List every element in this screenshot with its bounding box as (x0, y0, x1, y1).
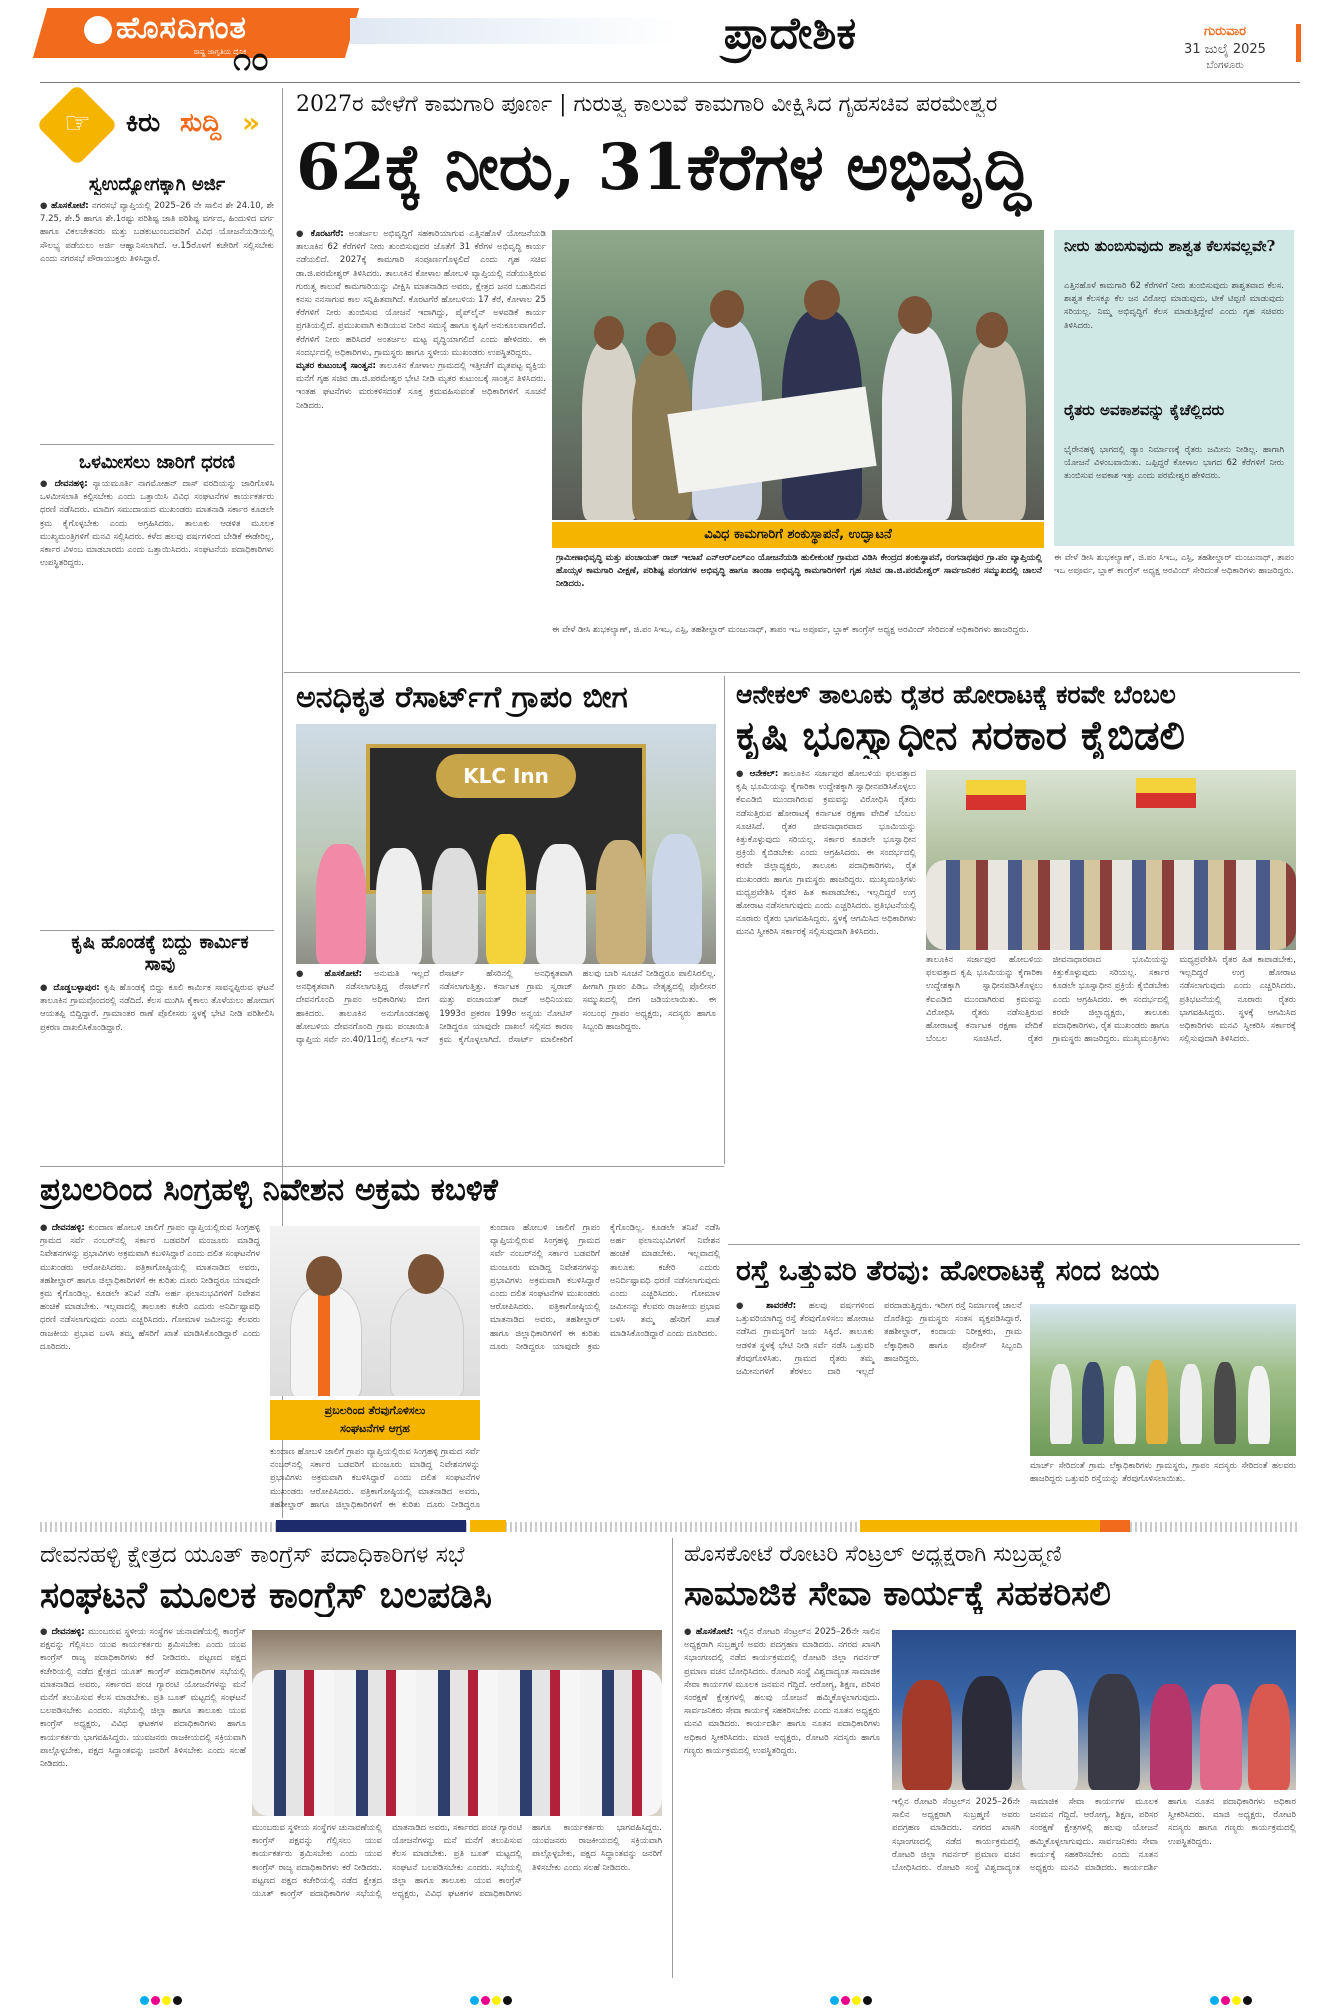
side-box-title: ನೀರು ತುಂಬಿಸುವುದು ಶಾಶ್ವತ ಕೆಲಸವಲ್ಲವೇ? (1064, 237, 1276, 255)
person-figure (390, 1286, 464, 1396)
brief-text: ನ್ಯಾಯಮೂರ್ತಿ ನಾಗಮೋಹನ್ ದಾಸ್ ವರದಿಯನ್ನು ಜಾರಿಗೊಳಿಸಿ ಒಳಮೀಸಲಾತಿ ಕಲ್ಪಿಸಬೇಕು ಎಂದು ಒತ್ತಾಯಿಸಿ ವಿವಿಧ ಸಂಘಟನೆಗಳ ಕಾರ್ಯಕರ್ತರು ಧರಣಿ ನಡೆಸಿದರು. ಮಾದಿಗ ಸಮುದಾಯದ ಮುಖಂಡರು ಮಾತನಾಡಿ ಸರ್ಕಾರ ಕೂಡಲೇ ಕ್ರಮ ಕೈಗೊಳ್ಳಬೇಕು ಎಂದು ಆಗ್ರಹಿಸಿದರು. ತಾಲೂಕು ಆಡಳಿತ ಮೂಲಕ ಮುಖ್ಯಮಂತ್ರಿಗಳಿಗೆ ಮನವಿ ಸಲ್ಲಿಸಿದರು. ಕಳೆದ ಹಲವು ವರ್ಷಗಳಿಂದ ಬೇಡಿಕೆ ಈಡೇರಿಲ್ಲ, ಸರ್ಕಾರ ವಿಳಂಬ ಮಾಡಬಾರದು ಎಂದು ಒತ್ತಾಯಿಸಿದರು. ಸಂಘಟನೆಯ ಪದಾಧಿಕಾರಿಗಳು ಉಪಸ್ಥಿತರಿದ್ದರು. (40, 479, 274, 569)
brief-body: ● ದೇವನಹಳ್ಳಿ: ನ್ಯಾಯಮೂರ್ತಿ ನಾಗಮೋಹನ್ ದಾಸ್ ವರದಿಯನ್ನು ಜಾರಿಗೊಳಿಸಿ ಒಳಮೀಸಲಾತಿ ಕಲ್ಪಿಸಬೇಕು ಎಂದು ಒತ್ತಾಯಿಸಿ ವಿವಿಧ ಸಂಘಟನೆಗಳ ಕಾರ್ಯಕರ್ತರು ಧರಣಿ ನಡೆಸಿದರು. ಮಾದಿಗ ಸಮುದಾಯದ ಮುಖಂಡರು ಮಾತನಾಡಿ ಸರ್ಕಾರ ಕೂಡಲೇ ಕ್ರಮ ಕೈಗೊಳ್ಳಬೇಕು ಎಂದು ಆಗ್ರಹಿಸಿದರು. ತಾಲೂಕು ಆಡಳಿತ ಮೂಲಕ ಮುಖ್ಯಮಂತ್ರಿಗಳಿಗೆ ಮನವಿ ಸಲ್ಲಿಸಿದರು. ಕಳೆದ ಹಲವು ವರ್ಷಗಳಿಂದ ಬೇಡಿಕೆ ಈಡೇರಿಲ್ಲ, ಸರ್ಕಾರ ವಿಳಂಬ ಮಾಡಬಾರದು ಎಂದು ಒತ್ತಾಯಿಸಿದರು. ಸಂಘಟನೆಯ ಪದಾಧಿಕಾರಿಗಳು ಉಪಸ್ಥಿತರಿದ್ದರು. (40, 479, 274, 569)
person-figure (652, 834, 702, 964)
logo-icon (84, 16, 112, 44)
road-body: ● ಶಾವರಕೆರೆ: ಹಲವು ವರ್ಷಗಳಿಂದ ಒತ್ತುವರಿಯಾಗಿದ್ದ ರಸ್ತೆ ತೆರವುಗೊಳಿಸಲು ಹೋರಾಟ ನಡೆಸಿದ ಗ್ರಾಮಸ್ಥರಿಗೆ ಜಯ ಸಿಕ್ಕಿದೆ. ತಾಲೂಕು ಆಡಳಿತ ಸ್ಥಳಕ್ಕೆ ಭೇಟಿ ನೀಡಿ ಸರ್ವೆ ನಡೆಸಿ ಒತ್ತುವರಿ ತೆರವುಗೊಳಿಸಿತು. ಗ್ರಾಮದ ರೈತರು ತಮ್ಮ ಜಮೀನುಗಳಿಗೆ ತೆರಳಲು ದಾರಿ ಇಲ್ಲದೆ ಪರದಾಡುತ್ತಿದ್ದರು. ಇದೀಗ ರಸ್ತೆ ನಿರ್ಮಾಣಕ್ಕೆ ಚಾಲನೆ ದೊರೆತಿದ್ದು ಗ್ರಾಮಸ್ಥರು ಸಂತಸ ವ್ಯಕ್ತಪಡಿಸಿದ್ದಾರೆ. ತಹಶೀಲ್ದಾರ್, ಕಂದಾಯ ನಿರೀಕ್ಷಕರು, ಗ್ರಾಮ ಲೆಕ್ಕಾಧಿಕಾರಿ ಹಾಗೂ ಪೊಲೀಸ್ ಸಿಬ್ಬಂದಿ ಹಾಜರಿದ್ದರು. (736, 1301, 1022, 1378)
masthead (0, 0, 1338, 78)
person-figure (882, 326, 952, 520)
youth-photo (252, 1630, 662, 1816)
resort-body-text: ಅನುಮತಿ ಇಲ್ಲದೆ ಅನಧಿಕೃತವಾಗಿ ನಡೆಸಲಾಗುತ್ತಿದ್ದ ರೆಸಾರ್ಟ್‌ಗೆ ದೇವನಗೊಂದಿ ಗ್ರಾಪಂ ಅಧಿಕಾರಿಗಳು ಬೀಗ ಹಾಕಿದರು. ತಾಲೂಕಿನ ಅನುಗೊಂಡನಹಳ್ಳಿ ಹೋಬಳಿಯ ದೇವನಗೊಂದಿ ಗ್ರಾಮ ಪಂಚಾಯಿತಿ ವ್ಯಾಪ್ತಿಯ ಸರ್ವೆ ನಂ.40/11ರಲ್ಲಿ ಕೆಎಲ್‌ಸಿ ಇನ್ ರೆಸಾರ್ಟ್ ಹೆಸರಿನಲ್ಲಿ ಅನಧಿಕೃತವಾಗಿ ನಡೆಸಲಾಗುತ್ತಿತ್ತು. ಕರ್ನಾಟಕ ಗ್ರಾಮ ಸ್ವರಾಜ್ ಮತ್ತು ಪಂಚಾಯತ್ ರಾಜ್ ಅಧಿನಿಯಮ 1993ರ ಪ್ರಕರಣ 199ರ ಅನ್ವಯ ನೋಟಿಸ್ ನೀಡಿದ್ದರೂ ಯಾವುದೇ ದಾಖಲೆ ಸಲ್ಲಿಸದ ಕಾರಣ ಕ್ರಮ ಕೈಗೊಳ್ಳಲಾಗಿದೆ. ರೆಸಾರ್ಟ್ ಮಾಲೀಕರಿಗೆ ಹಲವು ಬಾರಿ ಸೂಚನೆ ನೀಡಿದ್ದರೂ ಪಾಲಿಸಿರಲಿಲ್ಲ. ಹೀಗಾಗಿ ಗ್ರಾಪಂ ಪಿಡಿಒ ನೇತೃತ್ವದಲ್ಲಿ ಪೊಲೀಸರ ಸಮ್ಮುಖದಲ್ಲಿ ಬೀಗ ಜಡಿಯಲಾಯಿತು. ಈ ಸಂಬಂಧ ಗ್ರಾಪಂ ಅಧ್ಯಕ್ಷರು, ಸದಸ್ಯರು ಹಾಗೂ ಸಿಬ್ಬಂದಿ ಹಾಜರಿದ್ದರು. (296, 969, 716, 1046)
divider-accent (470, 1520, 506, 1532)
protest-dateline: ಆನೇಕಲ್: (749, 769, 779, 779)
lead-body-text: ಅಂತರ್ಜಲ ಅಭಿವೃದ್ಧಿಗೆ ಸಹಕಾರಿಯಾಗುವ ಎತ್ತಿನಹೊಳೆ ಯೋಜನೆಯಡಿ ತಾಲೂಕಿನ 62 ಕೆರೆಗಳಿಗೆ ನೀರು ತುಂಬಿಸುವುದರ ಜೊತೆಗೆ 31 ಕೆರೆಗಳ ಅಭಿವೃದ್ಧಿ ಕಾರ್ಯ ನಡೆಯಲಿದೆ. 2027ಕ್ಕೆ ಕಾಮಗಾರಿ ಸಂಪೂರ್ಣಗೊಳ್ಳಲಿದೆ ಎಂದು ಗೃಹ ಸಚಿವ ಡಾ.ಜಿ.ಪರಮೇಶ್ವರ್ ತಿಳಿಸಿದರು. ತಾಲೂಕಿನ ಕೋಳಾಲ ಹೋಬಳಿ ವ್ಯಾಪ್ತಿಯಲ್ಲಿ ನಡೆಯುತ್ತಿರುವ ಗುರುತ್ವ ಕಾಲುವೆ ಕಾಮಗಾರಿಯನ್ನು ವೀಕ್ಷಿಸಿ ಮಾತನಾಡಿದ ಅವರು, ಕ್ಷೇತ್ರದ ಜನರ ಬಹುದಿನದ ಕನಸು ನನಸಾಗುವ ಕಾಲ ಸನ್ನಿಹಿತವಾಗಿದೆ. ಕೊರಟಗೆರೆ ಹೋಬಳಿಯ 17 ಕೆರೆ, ಕೋಳಾಲ 25 ಕೆರೆಗಳಿಗೆ ನೀರು ತುಂಬಿಸುವ ಯೋಜನೆ ಇದಾಗಿದ್ದು, ಪೈಪ್‌ಲೈನ್ ಅಳವಡಿಕೆ ಕಾರ್ಯ ಪ್ರಗತಿಯಲ್ಲಿದೆ. ಪ್ರಮುಖವಾಗಿ ಕುಡಿಯುವ ನೀರಿನ ಸಮಸ್ಯೆ ಹಾಗೂ ಕೃಷಿಗೆ ಅನುಕೂಲವಾಗಲಿದೆ. ಕೆರೆಗಳಿಗೆ ನೀರು ಹರಿಸಿದರೆ ಅಂತರ್ಜಲ ಮಟ್ಟ ವೃದ್ಧಿಯಾಗಲಿದೆ ಎಂದು ಹೇಳಿದರು. ಈ ಸಂದರ್ಭದಲ್ಲಿ ಅಧಿಕಾರಿಗಳು, ಗ್ರಾಮಸ್ಥರು ಹಾಗೂ ಸ್ಥಳೀಯ ಮುಖಂಡರು ಉಪಸ್ಥಿತರಿದ್ದರು. (296, 229, 546, 358)
person-figure (1150, 1684, 1192, 1790)
person-figure (1050, 1364, 1072, 1444)
person-head (710, 290, 744, 328)
person-head (408, 1254, 444, 1294)
youth-body: ● ದೇವನಹಳ್ಳಿ: ಮುಂಬರುವ ಸ್ಥಳೀಯ ಸಂಸ್ಥೆಗಳ ಚುನಾವಣೆಯಲ್ಲಿ ಕಾಂಗ್ರೆಸ್ ಪಕ್ಷವನ್ನು ಗೆಲ್ಲಿಸಲು ಯುವ ಕಾರ್ಯಕರ್ತರು ಶ್ರಮಿಸಬೇಕು ಎಂದು ಯುವ ಕಾಂಗ್ರೆಸ್ ರಾಜ್ಯ ಪದಾಧಿಕಾರಿಗಳು ಕರೆ ನೀಡಿದರು. ಪಟ್ಟಣದ ಪಕ್ಷದ ಕಚೇರಿಯಲ್ಲಿ ನಡೆದ ಕ್ಷೇತ್ರದ ಯೂತ್ ಕಾಂಗ್ರೆಸ್ ಪದಾಧಿಕಾರಿಗಳ ಸಭೆಯಲ್ಲಿ ಮಾತನಾಡಿದ ಅವರು, ಸರ್ಕಾರದ ಪಂಚ ಗ್ಯಾರಂಟಿ ಯೋಜನೆಗಳನ್ನು ಮನೆ ಮನೆಗೆ ತಲುಪಿಸುವ ಕೆಲಸ ಮಾಡಬೇಕು. ಪ್ರತಿ ಬೂತ್ ಮಟ್ಟದಲ್ಲಿ ಸಂಘಟನೆ ಬಲಪಡಿಸಬೇಕು ಎಂದರು. ಸಭೆಯಲ್ಲಿ ಜಿಲ್ಲಾ ಹಾಗೂ ತಾಲೂಕು ಯುವ ಕಾಂಗ್ರೆಸ್ ಅಧ್ಯಕ್ಷರು, ವಿವಿಧ ಘಟಕಗಳ ಪದಾಧಿಕಾರಿಗಳು ಹಾಗೂ ಕಾರ್ಯಕರ್ತರು ಭಾಗವಹಿಸಿದ್ದರು. ಯುವಜನರು ರಾಜಕೀಯದಲ್ಲಿ ಸಕ್ರಿಯವಾಗಿ ಪಾಲ್ಗೊಳ್ಳಬೇಕು, ಪಕ್ಷದ ಸಿದ್ಧಾಂತವನ್ನು ಜನರಿಗೆ ತಿಳಿಸಬೇಕು ಎಂದು ಸಲಹೆ ನೀಡಿದರು. (40, 1627, 246, 1770)
logo-tagline: ರಾಷ್ಟ್ರ ಜಾಗೃತಿಯ ದೈನಿಕ (193, 48, 247, 56)
registration-dots (140, 1990, 184, 2009)
protest-photo (926, 770, 1296, 950)
hand-pointer-icon: ☞ (64, 106, 91, 141)
road-headline: ರಸ್ತೆ ಒತ್ತುವರಿ ತೆರವು: ಹೋರಾಟಕ್ಕೆ ಸಂದ ಜಯ (736, 1254, 1160, 1287)
rotary-photo (892, 1630, 1296, 1790)
masthead-date: 31 ಜುಲೈ 2025 (1184, 42, 1266, 57)
road-photo (1030, 1304, 1296, 1456)
singrahalli-body-foot (270, 1446, 480, 1510)
youth-body-text: ಮುಂಬರುವ ಸ್ಥಳೀಯ ಸಂಸ್ಥೆಗಳ ಚುನಾವಣೆಯಲ್ಲಿ ಕಾಂಗ್ರೆಸ್ ಪಕ್ಷವನ್ನು ಗೆಲ್ಲಿಸಲು ಯುವ ಕಾರ್ಯಕರ್ತರು ಶ್ರಮಿಸಬೇಕು ಎಂದು ಯುವ ಕಾಂಗ್ರೆಸ್ ರಾಜ್ಯ ಪದಾಧಿಕಾರಿಗಳು ಕರೆ ನೀಡಿದರು. ಪಟ್ಟಣದ ಪಕ್ಷದ ಕಚೇರಿಯಲ್ಲಿ ನಡೆದ ಕ್ಷೇತ್ರದ ಯೂತ್ ಕಾಂಗ್ರೆಸ್ ಪದಾಧಿಕಾರಿಗಳ ಸಭೆಯಲ್ಲಿ ಮಾತನಾಡಿದ ಅವರು, ಸರ್ಕಾರದ ಪಂಚ ಗ್ಯಾರಂಟಿ ಯೋಜನೆಗಳನ್ನು ಮನೆ ಮನೆಗೆ ತಲುಪಿಸುವ ಕೆಲಸ ಮಾಡಬೇಕು. ಪ್ರತಿ ಬೂತ್ ಮಟ್ಟದಲ್ಲಿ ಸಂಘಟನೆ ಬಲಪಡಿಸಬೇಕು ಎಂದರು. ಸಭೆಯಲ್ಲಿ ಜಿಲ್ಲಾ ಹಾಗೂ ತಾಲೂಕು ಯುವ ಕಾಂಗ್ರೆಸ್ ಅಧ್ಯಕ್ಷರು, ವಿವಿಧ ಘಟಕಗಳ ಪದಾಧಿಕಾರಿಗಳು ಹಾಗೂ ಕಾರ್ಯಕರ್ತರು ಭಾಗವಹಿಸಿದ್ದರು. ಯುವಜನರು ರಾಜಕೀಯದಲ್ಲಿ ಸಕ್ರಿಯವಾಗಿ ಪಾಲ್ಗೊಳ್ಳಬೇಕು, ಪಕ್ಷದ ಸಿದ್ಧಾಂತವನ್ನು ಜನರಿಗೆ ತಿಳಿಸಬೇಕು ಎಂದು ಸಲಹೆ ನೀಡಿದರು. (40, 1627, 246, 1770)
sash (318, 1286, 330, 1396)
registration-dots (470, 1990, 514, 2009)
road-dateline: ಶಾವರಕೆರೆ: (766, 1301, 797, 1311)
singrahalli-photo (270, 1226, 480, 1396)
rotary-body: ● ಹೊಸಕೋಟೆ: ಇಲ್ಲಿನ ರೋಟರಿ ಸೆಂಟ್ರಲ್‌ನ 2025–26ನೇ ಸಾಲಿನ ಅಧ್ಯಕ್ಷರಾಗಿ ಸುಬ್ರಹ್ಮಣಿ ಅವರು ಪದಗ್ರಹಣ ಮಾಡಿದರು. ನಗರದ ಖಾಸಗಿ ಸಭಾಂಗಣದಲ್ಲಿ ನಡೆದ ಕಾರ್ಯಕ್ರಮದಲ್ಲಿ ರೋಟರಿ ಜಿಲ್ಲಾ ಗವರ್ನರ್ ಪ್ರಮಾಣ ವಚನ ಬೋಧಿಸಿದರು. ರೋಟರಿ ಸಂಸ್ಥೆ ವಿಶ್ವದಾದ್ಯಂತ ಸಾಮಾಜಿಕ ಸೇವಾ ಕಾರ್ಯಗಳ ಮೂಲಕ ಜನಮನ ಗೆದ್ದಿದೆ. ಆರೋಗ್ಯ, ಶಿಕ್ಷಣ, ಪರಿಸರ ಸಂರಕ್ಷಣೆ ಕ್ಷೇತ್ರಗಳಲ್ಲಿ ಹಲವು ಯೋಜನೆ ಹಮ್ಮಿಕೊಳ್ಳಲಾಗುವುದು. ಸಾರ್ವಜನಿಕರು ಸೇವಾ ಕಾರ್ಯಕ್ಕೆ ಸಹಕರಿಸಬೇಕು ಎಂದು ನೂತನ ಅಧ್ಯಕ್ಷರು ಮನವಿ ಮಾಡಿದರು. ಕಾರ್ಯದರ್ಶಿ ಹಾಗೂ ನೂತನ ಪದಾಧಿಕಾರಿಗಳು ಅಧಿಕಾರ ಸ್ವೀಕರಿಸಿದರು. ಮಾಜಿ ಅಧ್ಯಕ್ಷರು, ರೋಟರಿ ಸದಸ್ಯರು ಹಾಗೂ ಗಣ್ಯರು ಕಾರ್ಯಕ್ರಮದಲ್ಲಿ ಉಪಸ್ಥಿತರಿದ್ದರು. (684, 1627, 880, 1756)
rotary-headline: ಸಾಮಾಜಿಕ ಸೇವಾ ಕಾರ್ಯಕ್ಕೆ ಸಹಕರಿಸಲಿ (684, 1574, 1111, 1614)
lead-kicker: 2027ರ ವೇಳೆಗೆ ಕಾಮಗಾರಿ ಪೂರ್ಣ | ಗುರುತ್ವ ಕಾಲುವೆ ಕಾಮಗಾರಿ ವೀಕ್ಷಿಸಿದ ಗೃಹಸಚಿವ ಪರಮೇಶ್ವರ (296, 92, 998, 117)
masthead-day: ಗುರುವಾರ (1204, 24, 1246, 39)
protest-kicker: ಆನೇಕಲ್ ತಾಲೂಕು ರೈತರ ಹೋರಾಟಕ್ಕೆ ಕರವೇ ಬೆಂಬಲ (736, 680, 1176, 709)
youth-headline: ಸಂಘಟನೆ ಮೂಲಕ ಕಾಂಗ್ರೆಸ್ ಬಲಪಡಿಸಿ (40, 1574, 493, 1616)
lead-side-foot: ಈ ವೇಳೆ ಡೀಸಿ ಶುಭಕಲ್ಯಾಣ್, ಜಿ.ಪಂ ಸಿಇಒ, ಎಸ್ಪಿ, ತಹಶೀಲ್ದಾರ್ ಮಂಜುನಾಥ್, ತಾಪಂ ಇಒ ಅಪೂರ್ವ, ಬ್ಲಾಕ್ ಕಾಂಗ್ರೆಸ್ ಅಧ್ಯಕ್ಷ ಅರವಿಂದ್ ಸೇರಿದಂತೆ ಅಧಿಕಾರಿಗಳು ಹಾಜರಿದ್ದರು. (1054, 553, 1294, 577)
person-figure (1214, 1362, 1236, 1444)
rotary-body-cols (892, 1796, 1296, 1978)
rotary-body-text: ಇಲ್ಲಿನ ರೋಟರಿ ಸೆಂಟ್ರಲ್‌ನ 2025–26ನೇ ಸಾಲಿನ ಅಧ್ಯಕ್ಷರಾಗಿ ಸುಬ್ರಹ್ಮಣಿ ಅವರು ಪದಗ್ರಹಣ ಮಾಡಿದರು. ನಗರದ ಖಾಸಗಿ ಸಭಾಂಗಣದಲ್ಲಿ ನಡೆದ ಕಾರ್ಯಕ್ರಮದಲ್ಲಿ ರೋಟರಿ ಜಿಲ್ಲಾ ಗವರ್ನರ್ ಪ್ರಮಾಣ ವಚನ ಬೋಧಿಸಿದರು. ರೋಟರಿ ಸಂಸ್ಥೆ ವಿಶ್ವದಾದ್ಯಂತ ಸಾಮಾಜಿಕ ಸೇವಾ ಕಾರ್ಯಗಳ ಮೂಲಕ ಜನಮನ ಗೆದ್ದಿದೆ. ಆರೋಗ್ಯ, ಶಿಕ್ಷಣ, ಪರಿಸರ ಸಂರಕ್ಷಣೆ ಕ್ಷೇತ್ರಗಳಲ್ಲಿ ಹಲವು ಯೋಜನೆ ಹಮ್ಮಿಕೊಳ್ಳಲಾಗುವುದು. ಸಾರ್ವಜನಿಕರು ಸೇವಾ ಕಾರ್ಯಕ್ಕೆ ಸಹಕರಿಸಬೇಕು ಎಂದು ನೂತನ ಅಧ್ಯಕ್ಷರು ಮನವಿ ಮಾಡಿದರು. ಕಾರ್ಯದರ್ಶಿ ಹಾಗೂ ನೂತನ ಪದಾಧಿಕಾರಿಗಳು ಅಧಿಕಾರ ಸ್ವೀಕರಿಸಿದರು. ಮಾಜಿ ಅಧ್ಯಕ್ಷರು, ರೋಟರಿ ಸದಸ್ಯರು ಹಾಗೂ ಗಣ್ಯರು ಕಾರ್ಯಕ್ರಮದಲ್ಲಿ ಉಪಸ್ಥಿತರಿದ್ದರು. (684, 1627, 880, 1756)
singrahalli-dateline: ದೇವನಹಳ್ಳಿ: (51, 1223, 85, 1233)
lead-body: ● ಕೊರಟಗೆರೆ: ಅಂತರ್ಜಲ ಅಭಿವೃದ್ಧಿಗೆ ಸಹಕಾರಿಯಾಗುವ ಎತ್ತಿನಹೊಳೆ ಯೋಜನೆಯಡಿ ತಾಲೂಕಿನ 62 ಕೆರೆಗಳಿಗೆ ನೀರು ತುಂಬಿಸುವುದರ ಜೊತೆಗೆ 31 ಕೆರೆಗಳ ಅಭಿವೃದ್ಧಿ ಕಾರ್ಯ ನಡೆಯಲಿದೆ. 2027ಕ್ಕೆ ಕಾಮಗಾರಿ ಸಂಪೂರ್ಣಗೊಳ್ಳಲಿದೆ ಎಂದು ಗೃಹ ಸಚಿವ ಡಾ.ಜಿ.ಪರಮೇಶ್ವರ್ ತಿಳಿಸಿದರು. ತಾಲೂಕಿನ ಕೋಳಾಲ ಹೋಬಳಿ ವ್ಯಾಪ್ತಿಯಲ್ಲಿ ನಡೆಯುತ್ತಿರುವ ಗುರುತ್ವ ಕಾಲುವೆ ಕಾಮಗಾರಿಯನ್ನು ವೀಕ್ಷಿಸಿ ಮಾತನಾಡಿದ ಅವರು, ಕ್ಷೇತ್ರದ ಜನರ ಬಹುದಿನದ ಕನಸು ನನಸಾಗುವ ಕಾಲ ಸನ್ನಿಹಿತವಾಗಿದೆ. ಕೊರಟಗೆರೆ ಹೋಬಳಿಯ 17 ಕೆರೆ, ಕೋಳಾಲ 25 ಕೆರೆಗಳಿಗೆ ನೀರು ತುಂಬಿಸುವ ಯೋಜನೆ ಇದಾಗಿದ್ದು, ಪೈಪ್‌ಲೈನ್ ಅಳವಡಿಕೆ ಕಾರ್ಯ ಪ್ರಗತಿಯಲ್ಲಿದೆ. ಪ್ರಮುಖವಾಗಿ ಕುಡಿಯುವ ನೀರಿನ ಸಮಸ್ಯೆ ಹಾಗೂ ಕೃಷಿಗೆ ಅನುಕೂಲವಾಗಲಿದೆ. ಕೆರೆಗಳಿಗೆ ನೀರು ಹರಿಸಿದರೆ ಅಂತರ್ಜಲ ಮಟ್ಟ ವೃದ್ಧಿಯಾಗಲಿದೆ ಎಂದು ಹೇಳಿದರು. ಈ ಸಂದರ್ಭದಲ್ಲಿ ಅಧಿಕಾರಿಗಳು, ಗ್ರಾಮಸ್ಥರು ಹಾಗೂ ಸ್ಥಳೀಯ ಮುಖಂಡರು ಉಪಸ್ಥಿತರಿದ್ದರು. ಮೃತರ ಕುಟುಂಬಕ್ಕೆ ಸಾಂತ್ವನ: ತಾಲೂಕಿನ ಕೋಳಾಲ ಗ್ರಾಮದಲ್ಲಿ ಇತ್ತೀಚೆಗೆ ಮೃತಪಟ್ಟ ವ್ಯಕ್ತಿಯ ಮನೆಗೆ ಗೃಹ ಸಚಿವ ಡಾ.ಜಿ.ಪರಮೇಶ್ವರ ಭೇಟಿ ನೀಡಿ ಮೃತರ ಕುಟುಂಬಕ್ಕೆ ಸಾಂತ್ವನ ತಿಳಿಸಿದರು. ಇಂತಹ ಘಟನೆಗಳು ಮರುಕಳಿಸದಂತೆ ಸೂಕ್ತ ಕ್ರಮವಹಿಸುವಂತೆ ಅಧಿಕಾರಿಗಳಿಗೆ ಸೂಚನೆ ನೀಡಿದರು. (296, 229, 546, 411)
singrahalli-photo-caption (270, 1400, 480, 1440)
person-head (898, 296, 932, 334)
registration-dots (1210, 1990, 1254, 2009)
youth-body-text: ಮುಂಬರುವ ಸ್ಥಳೀಯ ಸಂಸ್ಥೆಗಳ ಚುನಾವಣೆಯಲ್ಲಿ ಕಾಂಗ್ರೆಸ್ ಪಕ್ಷವನ್ನು ಗೆಲ್ಲಿಸಲು ಯುವ ಕಾರ್ಯಕರ್ತರು ಶ್ರಮಿಸಬೇಕು ಎಂದು ಯುವ ಕಾಂಗ್ರೆಸ್ ರಾಜ್ಯ ಪದಾಧಿಕಾರಿಗಳು ಕರೆ ನೀಡಿದರು. ಪಟ್ಟಣದ ಪಕ್ಷದ ಕಚೇರಿಯಲ್ಲಿ ನಡೆದ ಕ್ಷೇತ್ರದ ಯೂತ್ ಕಾಂಗ್ರೆಸ್ ಪದಾಧಿಕಾರಿಗಳ ಸಭೆಯಲ್ಲಿ ಮಾತನಾಡಿದ ಅವರು, ಸರ್ಕಾರದ ಪಂಚ ಗ್ಯಾರಂಟಿ ಯೋಜನೆಗಳನ್ನು ಮನೆ ಮನೆಗೆ ತಲುಪಿಸುವ ಕೆಲಸ ಮಾಡಬೇಕು. ಪ್ರತಿ ಬೂತ್ ಮಟ್ಟದಲ್ಲಿ ಸಂಘಟನೆ ಬಲಪಡಿಸಬೇಕು ಎಂದರು. ಸಭೆಯಲ್ಲಿ ಜಿಲ್ಲಾ ಹಾಗೂ ತಾಲೂಕು ಯುವ ಕಾಂಗ್ರೆಸ್ ಅಧ್ಯಕ್ಷರು, ವಿವಿಧ ಘಟಕಗಳ ಪದಾಧಿಕಾರಿಗಳು ಹಾಗೂ ಕಾರ್ಯಕರ್ತರು ಭಾಗವಹಿಸಿದ್ದರು. ಯುವಜನರು ರಾಜಕೀಯದಲ್ಲಿ ಸಕ್ರಿಯವಾಗಿ ಪಾಲ್ಗೊಳ್ಳಬೇಕು, ಪಕ್ಷದ ಸಿದ್ಧಾಂತವನ್ನು ಜನರಿಗೆ ತಿಳಿಸಬೇಕು ಎಂದು ಸಲಹೆ ನೀಡಿದರು. (252, 1823, 662, 1900)
person-head (594, 316, 624, 350)
brief-body: ● ದೊಡ್ಡಬಳ್ಳಾಪುರ: ಕೃಷಿ ಹೊಂಡಕ್ಕೆ ಬಿದ್ದು ಕೂಲಿ ಕಾರ್ಮಿಕ ಸಾವನ್ನಪ್ಪಿರುವ ಘಟನೆ ತಾಲೂಕಿನ ಗ್ರಾಮವೊಂದರಲ್ಲಿ ನಡೆದಿದೆ. ಕೆಲಸ ಮುಗಿಸಿ ಕೈಕಾಲು ತೊಳೆಯಲು ಹೋದಾಗ ಆಯತಪ್ಪಿ ಬಿದ್ದಿದ್ದಾರೆ. ಗ್ರಾಮಾಂತರ ಠಾಣೆ ಪೊಲೀಸರು ಸ್ಥಳಕ್ಕೆ ಭೇಟಿ ನೀಡಿ ಪರಿಶೀಲಿಸಿ ಪ್ರಕರಣ ದಾಖಲಿಸಿಕೊಂಡಿದ್ದಾರೆ. (40, 983, 274, 1033)
brief-title: ಕೃಷಿ ಹೊಂಡಕ್ಕೆ ಬಿದ್ದು ಕಾರ್ಮಿಕ ಸಾವು (71, 932, 249, 975)
lead-caption-body: ಗ್ರಾಮೀಣಾಭಿವೃದ್ಧಿ ಮತ್ತು ಪಂಚಾಯತ್ ರಾಜ್ ಇಲಾಖೆ ಎನ್‌ಆರ್‌ಎಲ್‌ಎಂ ಯೋಜನೆಯಡಿ ಹುಲೀಕುಂಟೆ ಗ್ರಾಮದ ವಿಡಿಸಿ ಕೇಂದ್ರದ ಶಂಕುಸ್ಥಾಪನೆ, ರಂಗನಾಥಪುರ ಗ್ರಾ.ಪಂ ವ್ಯಾಪ್ತಿಯಲ್ಲಿ ಹೊಯ್ಸಳ ಕಾಮಗಾರಿ ವೀಕ್ಷಣೆ, ಪರಿಶಿಷ್ಟ ಪಂಗಡಗಳ ಅಭಿವೃದ್ಧಿ ಹಾಗೂ ತಾಂಡಾ ಅಭಿವೃದ್ಧಿ ಕಾಮಗಾರಿಗಳಿಗೆ ಗೃಹ ಸಚಿವ ಡಾ.ಜಿ.ಪರಮೇಶ್ವರ್ ಸಾರ್ವಜನಿಕರ ಸಮ್ಮುಖದಲ್ಲಿ ಚಾಲನೆ ನೀಡಿದರು. (556, 553, 1042, 590)
singrahalli-body-cols (490, 1222, 720, 1510)
person-figure (536, 844, 586, 964)
flag (966, 780, 1026, 810)
brief-dateline: ಹೊಸಕೋಟೆ: (51, 201, 89, 211)
person-figure (1114, 1366, 1136, 1444)
kirusuddi-label-b: ಸುದ್ದಿ (180, 108, 222, 138)
person-figure (486, 834, 526, 964)
protest-body-text: ತಾಲೂಕಿನ ಸರ್ಜಾಪುರ ಹೋಬಳಿಯ ಫಲವತ್ತಾದ ಕೃಷಿ ಭೂಮಿಯನ್ನು ಕೈಗಾರಿಕಾ ಉದ್ದೇಶಕ್ಕಾಗಿ ಸ್ವಾಧೀನಪಡಿಸಿಕೊಳ್ಳಲು ಕೆಐಎಡಿಬಿ ಮುಂದಾಗಿರುವ ಕ್ರಮವನ್ನು ವಿರೋಧಿಸಿ ರೈತರು ನಡೆಸುತ್ತಿರುವ ಹೋರಾಟಕ್ಕೆ ಕರ್ನಾಟಕ ರಕ್ಷಣಾ ವೇದಿಕೆ ಬೆಂಬಲ ಸೂಚಿಸಿದೆ. ರೈತರ ಜೀವನಾಧಾರವಾದ ಭೂಮಿಯನ್ನು ಕಿತ್ತುಕೊಳ್ಳುವುದು ಸರಿಯಲ್ಲ. ಸರ್ಕಾರ ಕೂಡಲೇ ಭೂಸ್ವಾಧೀನ ಪ್ರಕ್ರಿಯೆ ಕೈಬಿಡಬೇಕು ಎಂದು ಆಗ್ರಹಿಸಿದರು. ಈ ಸಂದರ್ಭದಲ್ಲಿ ಕರವೇ ಜಿಲ್ಲಾಧ್ಯಕ್ಷರು, ತಾಲೂಕು ಪದಾಧಿಕಾರಿಗಳು, ರೈತ ಮುಖಂಡರು ಹಾಗೂ ಗ್ರಾಮಸ್ಥರು ಹಾಜರಿದ್ದರು. ಮುಖ್ಯಮಂತ್ರಿಗಳು ಮಧ್ಯಪ್ರವೇಶಿಸಿ ರೈತರ ಹಿತ ಕಾಪಾಡಬೇಕು, ಇಲ್ಲದಿದ್ದರೆ ಉಗ್ರ ಹೋರಾಟ ನಡೆಸಲಾಗುವುದು ಎಂದು ಎಚ್ಚರಿಸಿದರು. ಪ್ರತಿಭಟನೆಯಲ್ಲಿ ನೂರಾರು ರೈತರು ಭಾಗವಹಿಸಿದ್ದರು. ಸ್ಥಳಕ್ಕೆ ಆಗಮಿಸಿದ ಅಧಿಕಾರಿಗಳು ಮನವಿ ಸ್ವೀಕರಿಸಿ ಸರ್ಕಾರಕ್ಕೆ ಸಲ್ಲಿಸುವುದಾಗಿ ತಿಳಿಸಿದರು. (926, 955, 1296, 1045)
lead-side-box (1054, 230, 1294, 546)
side-box-body: ಭೈರೇನಹಳ್ಳಿ ಭಾಗದಲ್ಲಿ ಡ್ಯಾಂ ನಿರ್ಮಾಣಕ್ಕೆ ರೈತರು ಜಮೀನು ನೀಡಿಲ್ಲ. ಹಾಗಾಗಿ ಯೋಜನೆ ವಿಳಂಬವಾಯಿತು. ಒಪ್ಪಿದ್ದರೆ ಕೋಳಾಲ ಭಾಗದ 62 ಕೆರೆಗಳಿಗೆ ನೀರು ತುಂಬಿಸುವ ಅವಕಾಶ ಇತ್ತು ಎಂದು ಪರಮೇಶ್ವರ ಹೇಳಿದರು. (1064, 445, 1284, 482)
caption-line: ಸಂಘಟನೆಗಳ ಆಗ್ರಹ (340, 1422, 410, 1435)
person-head (976, 312, 1008, 348)
person-head (306, 1256, 342, 1296)
rotary-body-text: ಇಲ್ಲಿನ ರೋಟರಿ ಸೆಂಟ್ರಲ್‌ನ 2025–26ನೇ ಸಾಲಿನ ಅಧ್ಯಕ್ಷರಾಗಿ ಸುಬ್ರಹ್ಮಣಿ ಅವರು ಪದಗ್ರಹಣ ಮಾಡಿದರು. ನಗರದ ಖಾಸಗಿ ಸಭಾಂಗಣದಲ್ಲಿ ನಡೆದ ಕಾರ್ಯಕ್ರಮದಲ್ಲಿ ರೋಟರಿ ಜಿಲ್ಲಾ ಗವರ್ನರ್ ಪ್ರಮಾಣ ವಚನ ಬೋಧಿಸಿದರು. ರೋಟರಿ ಸಂಸ್ಥೆ ವಿಶ್ವದಾದ್ಯಂತ ಸಾಮಾಜಿಕ ಸೇವಾ ಕಾರ್ಯಗಳ ಮೂಲಕ ಜನಮನ ಗೆದ್ದಿದೆ. ಆರೋಗ್ಯ, ಶಿಕ್ಷಣ, ಪರಿಸರ ಸಂರಕ್ಷಣೆ ಕ್ಷೇತ್ರಗಳಲ್ಲಿ ಹಲವು ಯೋಜನೆ ಹಮ್ಮಿಕೊಳ್ಳಲಾಗುವುದು. ಸಾರ್ವಜನಿಕರು ಸೇವಾ ಕಾರ್ಯಕ್ಕೆ ಸಹಕರಿಸಬೇಕು ಎಂದು ನೂತನ ಅಧ್ಯಕ್ಷರು ಮನವಿ ಮಾಡಿದರು. ಕಾರ್ಯದರ್ಶಿ ಹಾಗೂ ನೂತನ ಪದಾಧಿಕಾರಿಗಳು ಅಧಿಕಾರ ಸ್ವೀಕರಿಸಿದರು. ಮಾಜಿ ಅಧ್ಯಕ್ಷರು, ರೋಟರಿ ಸದಸ್ಯರು ಹಾಗೂ ಗಣ್ಯರು ಕಾರ್ಯಕ್ರಮದಲ್ಲಿ ಉಪಸ್ಥಿತರಿದ್ದರು. (892, 1797, 1296, 1874)
person-head (646, 322, 676, 356)
person-figure (1200, 1684, 1242, 1790)
lead-continued-text: ಈ ವೇಳೆ ಡೀಸಿ ಶುಭಕಲ್ಯಾಣ್, ಜಿ.ಪಂ ಸಿಇಒ, ಎಸ್ಪಿ, ತಹಶೀಲ್ದಾರ್ ಮಂಜುನಾಥ್, ತಾಪಂ ಇಒ ಅಪೂರ್ವ, ಬ್ಲಾಕ್ ಕಾಂಗ್ರೆಸ್ ಅಧ್ಯಕ್ಷ ಅರವಿಂದ್ ಸೇರಿದಂತೆ ಅಧಿಕಾರಿಗಳು ಹಾಜರಿದ್ದರು. (552, 625, 1029, 635)
youth-body-cols (252, 1822, 662, 1978)
person-figure (376, 848, 422, 964)
lead-sub-dateline: ಮೃತರ ಕುಟುಂಬಕ್ಕೆ ಸಾಂತ್ವನ: (296, 361, 376, 372)
divider-accent (860, 1520, 1100, 1532)
person-figure (962, 340, 1026, 520)
kirusuddi-label-a: ಕಿರು (126, 108, 161, 138)
protest-body-text: ತಾಲೂಕಿನ ಸರ್ಜಾಪುರ ಹೋಬಳಿಯ ಫಲವತ್ತಾದ ಕೃಷಿ ಭೂಮಿಯನ್ನು ಕೈಗಾರಿಕಾ ಉದ್ದೇಶಕ್ಕಾಗಿ ಸ್ವಾಧೀನಪಡಿಸಿಕೊಳ್ಳಲು ಕೆಐಎಡಿಬಿ ಮುಂದಾಗಿರುವ ಕ್ರಮವನ್ನು ವಿರೋಧಿಸಿ ರೈತರು ನಡೆಸುತ್ತಿರುವ ಹೋರಾಟಕ್ಕೆ ಕರ್ನಾಟಕ ರಕ್ಷಣಾ ವೇದಿಕೆ ಬೆಂಬಲ ಸೂಚಿಸಿದೆ. ರೈತರ ಜೀವನಾಧಾರವಾದ ಭೂಮಿಯನ್ನು ಕಿತ್ತುಕೊಳ್ಳುವುದು ಸರಿಯಲ್ಲ. ಸರ್ಕಾರ ಕೂಡಲೇ ಭೂಸ್ವಾಧೀನ ಪ್ರಕ್ರಿಯೆ ಕೈಬಿಡಬೇಕು ಎಂದು ಆಗ್ರಹಿಸಿದರು. ಈ ಸಂದರ್ಭದಲ್ಲಿ ಕರವೇ ಜಿಲ್ಲಾಧ್ಯಕ್ಷರು, ತಾಲೂಕು ಪದಾಧಿಕಾರಿಗಳು, ರೈತ ಮುಖಂಡರು ಹಾಗೂ ಗ್ರಾಮಸ್ಥರು ಹಾಜರಿದ್ದರು. ಮುಖ್ಯಮಂತ್ರಿಗಳು ಮಧ್ಯಪ್ರವೇಶಿಸಿ ರೈತರ ಹಿತ ಕಾಪಾಡಬೇಕು, ಇಲ್ಲದಿದ್ದರೆ ಉಗ್ರ ಹೋರಾಟ ನಡೆಸಲಾಗುವುದು ಎಂದು ಎಚ್ಚರಿಸಿದರು. ಪ್ರತಿಭಟನೆಯಲ್ಲಿ ನೂರಾರು ರೈತರು ಭಾಗವಹಿಸಿದ್ದರು. ಸ್ಥಳಕ್ಕೆ ಆಗಮಿಸಿದ ಅಧಿಕಾರಿಗಳು ಮನವಿ ಸ್ವೀಕರಿಸಿ ಸರ್ಕಾರಕ್ಕೆ ಸಲ್ಲಿಸುವುದಾಗಿ ತಿಳಿಸಿದರು. (736, 769, 916, 938)
person-figure (1248, 1366, 1270, 1444)
person-figure (582, 340, 638, 520)
lead-headline: 62ಕ್ಕೆ ನೀರು, 31ಕೆರೆಗಳ ಅಭಿವೃದ್ಧಿ (296, 130, 1031, 205)
lead-sub-body: ತಾಲೂಕಿನ ಕೋಳಾಲ ಗ್ರಾಮದಲ್ಲಿ ಇತ್ತೀಚೆಗೆ ಮೃತಪಟ್ಟ ವ್ಯಕ್ತಿಯ ಮನೆಗೆ ಗೃಹ ಸಚಿವ ಡಾ.ಜಿ.ಪರಮೇಶ್ವರ ಭೇಟಿ ನೀಡಿ ಮೃತರ ಕುಟುಂಬಕ್ಕೆ ಸಾಂತ್ವನ ತಿಳಿಸಿದರು. ಇಂತಹ ಘಟನೆಗಳು ಮರುಕಳಿಸದಂತೆ ಸೂಕ್ತ ಕ್ರಮವಹಿಸುವಂತೆ ಅಧಿಕಾರಿಗಳಿಗೆ ಸೂಚನೆ ನೀಡಿದರು. (296, 361, 546, 411)
lead-photo-caption: ವಿವಿಧ ಕಾಮಗಾರಿಗೆ ಶಂಕುಸ್ಥಾಪನೆ, ಉದ್ಘಾಟನೆ (552, 522, 1044, 548)
resort-photo (296, 724, 716, 964)
protest-body-cols (926, 954, 1296, 1238)
brief-title: ಒಳಮೀಸಲು ಜಾರಿಗೆ ಧರಣಿ (78, 452, 236, 473)
kirusuddi-label-box (40, 92, 274, 160)
chevron-right-icon: » (242, 106, 261, 139)
section-rule (40, 1166, 724, 1167)
brief-text: ಕೃಷಿ ಹೊಂಡಕ್ಕೆ ಬಿದ್ದು ಕೂಲಿ ಕಾರ್ಮಿಕ ಸಾವನ್ನಪ್ಪಿರುವ ಘಟನೆ ತಾಲೂಕಿನ ಗ್ರಾಮವೊಂದರಲ್ಲಿ ನಡೆದಿದೆ. ಕೆಲಸ ಮುಗಿಸಿ ಕೈಕಾಲು ತೊಳೆಯಲು ಹೋದಾಗ ಆಯತಪ್ಪಿ ಬಿದ್ದಿದ್ದಾರೆ. ಗ್ರಾಮಾಂತರ ಠಾಣೆ ಪೊಲೀಸರು ಸ್ಥಳಕ್ಕೆ ಭೇಟಿ ನೀಡಿ ಪರಿಶೀಲಿಸಿ ಪ್ರಕರಣ ದಾಖಲಿಸಿಕೊಂಡಿದ್ದಾರೆ. (40, 983, 274, 1033)
protest-headline: ಕೃಷಿ ಭೂಸ್ವಾಧೀನ ಸರಕಾರ ಕೈಬಿಡಲಿ (736, 712, 1186, 759)
section-rule (728, 1244, 1300, 1245)
lead-dateline: ಕೊರಟಗೆರೆ: (310, 229, 344, 239)
person-figure (596, 840, 646, 964)
resort-dateline: ಹೊಸಕೋಟೆ: (324, 969, 363, 979)
person-figure (432, 848, 478, 964)
person-figure (1180, 1364, 1202, 1444)
protest-body-lead: ● ಆನೇಕಲ್: ತಾಲೂಕಿನ ಸರ್ಜಾಪುರ ಹೋಬಳಿಯ ಫಲವತ್ತಾದ ಕೃಷಿ ಭೂಮಿಯನ್ನು ಕೈಗಾರಿಕಾ ಉದ್ದೇಶಕ್ಕಾಗಿ ಸ್ವಾಧೀನಪಡಿಸಿಕೊಳ್ಳಲು ಕೆಐಎಡಿಬಿ ಮುಂದಾಗಿರುವ ಕ್ರಮವನ್ನು ವಿರೋಧಿಸಿ ರೈತರು ನಡೆಸುತ್ತಿರುವ ಹೋರಾಟಕ್ಕೆ ಕರ್ನಾಟಕ ರಕ್ಷಣಾ ವೇದಿಕೆ ಬೆಂಬಲ ಸೂಚಿಸಿದೆ. ರೈತರ ಜೀವನಾಧಾರವಾದ ಭೂಮಿಯನ್ನು ಕಿತ್ತುಕೊಳ್ಳುವುದು ಸರಿಯಲ್ಲ. ಸರ್ಕಾರ ಕೂಡಲೇ ಭೂಸ್ವಾಧೀನ ಪ್ರಕ್ರಿಯೆ ಕೈಬಿಡಬೇಕು ಎಂದು ಆಗ್ರಹಿಸಿದರು. ಈ ಸಂದರ್ಭದಲ್ಲಿ ಕರವೇ ಜಿಲ್ಲಾಧ್ಯಕ್ಷರು, ತಾಲೂಕು ಪದಾಧಿಕಾರಿಗಳು, ರೈತ ಮುಖಂಡರು ಹಾಗೂ ಗ್ರಾಮಸ್ಥರು ಹಾಜರಿದ್ದರು. ಮುಖ್ಯಮಂತ್ರಿಗಳು ಮಧ್ಯಪ್ರವೇಶಿಸಿ ರೈತರ ಹಿತ ಕಾಪಾಡಬೇಕು, ಇಲ್ಲದಿದ್ದರೆ ಉಗ್ರ ಹೋರಾಟ ನಡೆಸಲಾಗುವುದು ಎಂದು ಎಚ್ಚರಿಸಿದರು. ಪ್ರತಿಭಟನೆಯಲ್ಲಿ ನೂರಾರು ರೈತರು ಭಾಗವಹಿಸಿದ್ದರು. ಸ್ಥಳಕ್ಕೆ ಆಗಮಿಸಿದ ಅಧಿಕಾರಿಗಳು ಮನವಿ ಸ್ವೀಕರಿಸಿ ಸರ್ಕಾರಕ್ಕೆ ಸಲ್ಲಿಸುವುದಾಗಿ ತಿಳಿಸಿದರು. (736, 769, 916, 938)
crowd (926, 860, 1296, 950)
rotary-kicker: ಹೊಸಕೋಟೆ ರೋಟರಿ ಸೆಂಟ್ರಲ್ ಅಧ್ಯಕ್ಷರಾಗಿ ಸುಬ್ರಹ್ಮಣಿ (684, 1542, 1062, 1567)
side-box-body: ಎತ್ತಿನಹೊಳೆ ಕಾಮಗಾರಿ 62 ಕೆರೆಗಳಿಗೆ ನೀರು ತುಂಬಿಸುವುದು ಶಾಶ್ವತವಾದ ಕೆಲಸ. ಶಾಶ್ವತ ಕೆಲಸಕ್ಕೂ ಕೆಲ ಜನ ವಿರೋಧ ಮಾಡುವುದು, ಟೀಕೆ ಟಿಪ್ಪಣಿ ಮಾಡುವುದು ಸರಿಯಲ್ಲ. ನಿಮ್ಮ ಅಭಿವೃದ್ಧಿಗೆ ಕೆಲಸ ಮಾಡುತ್ತಿದ್ದೇವೆ ಎಂದು ಗೃಹ ಸಚಿವರು ತಿಳಿಸಿದರು. (1064, 281, 1284, 331)
singrahalli-body: ● ದೇವನಹಳ್ಳಿ: ಕುಂದಾಣ ಹೋಬಳಿ ಜಾಲಿಗೆ ಗ್ರಾಪಂ ವ್ಯಾಪ್ತಿಯಲ್ಲಿರುವ ಸಿಂಗ್ರಹಳ್ಳಿ ಗ್ರಾಮದ ಸರ್ವೆ ನಂಬರ್‌ನಲ್ಲಿ ಸರ್ಕಾರ ಬಡವರಿಗೆ ಮಂಜೂರು ಮಾಡಿದ್ದ ನಿವೇಶನಗಳನ್ನು ಪ್ರಭಾವಿಗಳು ಅಕ್ರಮವಾಗಿ ಕಬಳಿಸಿದ್ದಾರೆ ಎಂದು ದಲಿತ ಸಂಘಟನೆಗಳ ಮುಖಂಡರು ಆರೋಪಿಸಿದರು. ಪತ್ರಿಕಾಗೋಷ್ಠಿಯಲ್ಲಿ ಮಾತನಾಡಿದ ಅವರು, ತಹಶೀಲ್ದಾರ್ ಹಾಗೂ ಜಿಲ್ಲಾಧಿಕಾರಿಗಳಿಗೆ ಈ ಕುರಿತು ದೂರು ನೀಡಿದ್ದರೂ ಯಾವುದೇ ಕ್ರಮ ಕೈಗೊಂಡಿಲ್ಲ. ಕೂಡಲೇ ತನಿಖೆ ನಡೆಸಿ ಅರ್ಹ ಫಲಾನುಭವಿಗಳಿಗೆ ನಿವೇಶನ ಹಂಚಿಕೆ ಮಾಡಬೇಕು. ಇಲ್ಲವಾದಲ್ಲಿ ತಾಲೂಕು ಕಚೇರಿ ಎದುರು ಅನಿರ್ದಿಷ್ಟಾವಧಿ ಧರಣಿ ನಡೆಸಲಾಗುವುದು ಎಂದು ಎಚ್ಚರಿಸಿದರು. ಗೋಮಾಳ ಜಮೀನನ್ನು ಕೆಲವರು ರಾಜಕೀಯ ಪ್ರಭಾವ ಬಳಸಿ ತಮ್ಮ ಹೆಸರಿಗೆ ಖಾತೆ ಮಾಡಿಸಿಕೊಂಡಿದ್ದಾರೆ ಎಂದು ದೂರಿದರು. (40, 1223, 260, 1352)
flag (1136, 778, 1196, 808)
singrahalli-body-text: ಕುಂದಾಣ ಹೋಬಳಿ ಜಾಲಿಗೆ ಗ್ರಾಪಂ ವ್ಯಾಪ್ತಿಯಲ್ಲಿರುವ ಸಿಂಗ್ರಹಳ್ಳಿ ಗ್ರಾಮದ ಸರ್ವೆ ನಂಬರ್‌ನಲ್ಲಿ ಸರ್ಕಾರ ಬಡವರಿಗೆ ಮಂಜೂರು ಮಾಡಿದ್ದ ನಿವೇಶನಗಳನ್ನು ಪ್ರಭಾವಿಗಳು ಅಕ್ರಮವಾಗಿ ಕಬಳಿಸಿದ್ದಾರೆ ಎಂದು ದಲಿತ ಸಂಘಟನೆಗಳ ಮುಖಂಡರು ಆರೋಪಿಸಿದರು. ಪತ್ರಿಕಾಗೋಷ್ಠಿಯಲ್ಲಿ ಮಾತನಾಡಿದ ಅವರು, ತಹಶೀಲ್ದಾರ್ ಹಾಗೂ ಜಿಲ್ಲಾಧಿಕಾರಿಗಳಿಗೆ ಈ ಕುರಿತು ದೂರು ನೀಡಿದ್ದರೂ ಯಾವುದೇ ಕ್ರಮ ಕೈಗೊಂಡಿಲ್ಲ. ಕೂಡಲೇ ತನಿಖೆ ನಡೆಸಿ ಅರ್ಹ ಫಲಾನುಭವಿಗಳಿಗೆ ನಿವೇಶನ ಹಂಚಿಕೆ ಮಾಡಬೇಕು. ಇಲ್ಲವಾದಲ್ಲಿ ತಾಲೂಕು ಕಚೇರಿ ಎದುರು ಅನಿರ್ದಿಷ್ಟಾವಧಿ ಧರಣಿ ನಡೆಸಲಾಗುವುದು ಎಂದು ಎಚ್ಚರಿಸಿದರು. ಗೋಮಾಳ ಜಮೀನನ್ನು ಕೆಲವರು ರಾಜಕೀಯ ಪ್ರಭಾವ ಬಳಸಿ ತಮ್ಮ ಹೆಸರಿಗೆ ಖಾತೆ ಮಾಡಿಸಿಕೊಂಡಿದ್ದಾರೆ ಎಂದು ದೂರಿದರು. (40, 1223, 260, 1352)
brief-body: ● ಹೊಸಕೋಟೆ: ನಗರಸಭೆ ವ್ಯಾಪ್ತಿಯಲ್ಲಿ 2025–26 ನೇ ಸಾಲಿನ ಶೇ 24.10, ಶೇ 7.25, ಶೇ.5 ಹಾಗೂ ಶೇ.1ರಷ್ಟು ಪರಿಶಿಷ್ಟ ಜಾತಿ ಪರಿಶಿಷ್ಟ ವರ್ಗದ, ಹಿಂದುಳಿದ ವರ್ಗ ಹಾಗೂ ವಿಕಲಚೇತನರು ಮತ್ತು ಬಡಕುಟುಂಬದವರಿಗೆ ವಿವಿಧ ಯೋಜನೆಯಡಿಯಲ್ಲಿ ಸೌಲಭ್ಯ ಪಡೆಯಲು ಅರ್ಜಿ ಆಹ್ವಾನಿಸಲಾಗಿದೆ. ಆ.15ರೊಳಗೆ ಕಚೇರಿಗೆ ಸಲ್ಲಿಸಬೇಕು ಎಂದು ನಗರಸಭೆ ಪೌರಾಯುಕ್ತರು ತಿಳಿಸಿದ್ದಾರೆ. (40, 201, 274, 264)
rotary-dateline: ಹೊಸಕೋಟೆ: (695, 1627, 734, 1637)
section-title: ಪ್ರಾದೇಶಿಕ (723, 8, 857, 59)
singrahalli-headline: ಪ್ರಬಲರಿಂದ ಸಿಂಗ್ರಹಳ್ಳಿ ನಿವೇಶನ ಅಕ್ರಮ ಕಬಳಿಕೆ (40, 1172, 498, 1208)
logo-text: ಹೊಸದಿಗಂತ (116, 10, 247, 46)
caption-line: ಪ್ರಬಲರಿಂದ ತೆರವುಗೊಳಿಸಲು (324, 1404, 426, 1417)
person-figure (1248, 1684, 1290, 1790)
section-rule (284, 672, 1300, 673)
brief-title: ಸ್ವಉದ್ಯೋಗಕ್ಕಾಗಿ ಅರ್ಜಿ (88, 174, 226, 195)
road-photo-caption: ಮಾರ್ಚ್ ಸೇರಿದಂತೆ ಗ್ರಾಮ ಲೆಕ್ಕಾಧಿಕಾರಿಗಳು ಗ್ರಾಮಸ್ಥರು, ಗ್ರಾಪಂ ಸದಸ್ಯರು ಸೇರಿದಂತೆ ಹಲವರು ಹಾಜರಿದ್ದರು ಒತ್ತುವರಿ ರಸ್ತೆಯನ್ನು ತೆರವುಗೊಳಿಸಲಾಯಿತು. (1030, 1461, 1296, 1485)
singrahalli-body-text: ಕುಂದಾಣ ಹೋಬಳಿ ಜಾಲಿಗೆ ಗ್ರಾಪಂ ವ್ಯಾಪ್ತಿಯಲ್ಲಿರುವ ಸಿಂಗ್ರಹಳ್ಳಿ ಗ್ರಾಮದ ಸರ್ವೆ ನಂಬರ್‌ನಲ್ಲಿ ಸರ್ಕಾರ ಬಡವರಿಗೆ ಮಂಜೂರು ಮಾಡಿದ್ದ ನಿವೇಶನಗಳನ್ನು ಪ್ರಭಾವಿಗಳು ಅಕ್ರಮವಾಗಿ ಕಬಳಿಸಿದ್ದಾರೆ ಎಂದು ದಲಿತ ಸಂಘಟನೆಗಳ ಮುಖಂಡರು ಆರೋಪಿಸಿದರು. ಪತ್ರಿಕಾಗೋಷ್ಠಿಯಲ್ಲಿ ಮಾತನಾಡಿದ ಅವರು, ತಹಶೀಲ್ದಾರ್ ಹಾಗೂ ಜಿಲ್ಲಾಧಿಕಾರಿಗಳಿಗೆ ಈ ಕುರಿತು ದೂರು ನೀಡಿದ್ದರೂ (270, 1447, 480, 1510)
singrahalli-body-text: ಕುಂದಾಣ ಹೋಬಳಿ ಜಾಲಿಗೆ ಗ್ರಾಪಂ ವ್ಯಾಪ್ತಿಯಲ್ಲಿರುವ ಸಿಂಗ್ರಹಳ್ಳಿ ಗ್ರಾಮದ ಸರ್ವೆ ನಂಬರ್‌ನಲ್ಲಿ ಸರ್ಕಾರ ಬಡವರಿಗೆ ಮಂಜೂರು ಮಾಡಿದ್ದ ನಿವೇಶನಗಳನ್ನು ಪ್ರಭಾವಿಗಳು ಅಕ್ರಮವಾಗಿ ಕಬಳಿಸಿದ್ದಾರೆ ಎಂದು ದಲಿತ ಸಂಘಟನೆಗಳ ಮುಖಂಡರು ಆರೋಪಿಸಿದರು. ಪತ್ರಿಕಾಗೋಷ್ಠಿಯಲ್ಲಿ ಮಾತನಾಡಿದ ಅವರು, ತಹಶೀಲ್ದಾರ್ ಹಾಗೂ ಜಿಲ್ಲಾಧಿಕಾರಿಗಳಿಗೆ ಈ ಕುರಿತು ದೂರು ನೀಡಿದ್ದರೂ ಯಾವುದೇ ಕ್ರಮ ಕೈಗೊಂಡಿಲ್ಲ. ಕೂಡಲೇ ತನಿಖೆ ನಡೆಸಿ ಅರ್ಹ ಫಲಾನುಭವಿಗಳಿಗೆ ನಿವೇಶನ ಹಂಚಿಕೆ ಮಾಡಬೇಕು. ಇಲ್ಲವಾದಲ್ಲಿ ತಾಲೂಕು ಕಚೇರಿ ಎದುರು ಅನಿರ್ದಿಷ್ಟಾವಧಿ ಧರಣಿ ನಡೆಸಲಾಗುವುದು ಎಂದು ಎಚ್ಚರಿಸಿದರು. ಗೋಮಾಳ ಜಮೀನನ್ನು ಕೆಲವರು ರಾಜಕೀಯ ಪ್ರಭಾವ ಬಳಸಿ ತಮ್ಮ ಹೆಸರಿಗೆ ಖಾತೆ ಮಾಡಿಸಿಕೊಂಡಿದ್ದಾರೆ ಎಂದು ದೂರಿದರು. (490, 1223, 720, 1352)
lead-body-continued (552, 624, 1044, 666)
brief-dateline: ದೊಡ್ಡಬಳ್ಳಾಪುರ: (53, 983, 100, 993)
resort-sign: KLC Inn (436, 754, 576, 798)
person-figure (1146, 1360, 1168, 1444)
person-figure (902, 1680, 952, 1790)
orange-accent-bar (1296, 24, 1301, 62)
crowd (252, 1670, 662, 1816)
brief-dateline: ದೇವನಹಳ್ಳಿ: (54, 479, 88, 489)
resort-body: ● ಹೊಸಕೋಟೆ: ಅನುಮತಿ ಇಲ್ಲದೆ ಅನಧಿಕೃತವಾಗಿ ನಡೆಸಲಾಗುತ್ತಿದ್ದ ರೆಸಾರ್ಟ್‌ಗೆ ದೇವನಗೊಂದಿ ಗ್ರಾಪಂ ಅಧಿಕಾರಿಗಳು ಬೀಗ ಹಾಕಿದರು. ತಾಲೂಕಿನ ಅನುಗೊಂಡನಹಳ್ಳಿ ಹೋಬಳಿಯ ದೇವನಗೊಂದಿ ಗ್ರಾಮ ಪಂಚಾಯಿತಿ ವ್ಯಾಪ್ತಿಯ ಸರ್ವೆ ನಂ.40/11ರಲ್ಲಿ ಕೆಎಲ್‌ಸಿ ಇನ್ ರೆಸಾರ್ಟ್ ಹೆಸರಿನಲ್ಲಿ ಅನಧಿಕೃತವಾಗಿ ನಡೆಸಲಾಗುತ್ತಿತ್ತು. ಕರ್ನಾಟಕ ಗ್ರಾಮ ಸ್ವರಾಜ್ ಮತ್ತು ಪಂಚಾಯತ್ ರಾಜ್ ಅಧಿನಿಯಮ 1993ರ ಪ್ರಕರಣ 199ರ ಅನ್ವಯ ನೋಟಿಸ್ ನೀಡಿದ್ದರೂ ಯಾವುದೇ ದಾಖಲೆ ಸಲ್ಲಿಸದ ಕಾರಣ ಕ್ರಮ ಕೈಗೊಳ್ಳಲಾಗಿದೆ. ರೆಸಾರ್ಟ್ ಮಾಲೀಕರಿಗೆ ಹಲವು ಬಾರಿ ಸೂಚನೆ ನೀಡಿದ್ದರೂ ಪಾಲಿಸಿರಲಿಲ್ಲ. ಹೀಗಾಗಿ ಗ್ರಾಪಂ ಪಿಡಿಒ ನೇತೃತ್ವದಲ್ಲಿ ಪೊಲೀಸರ ಸಮ್ಮುಖದಲ್ಲಿ ಬೀಗ ಜಡಿಯಲಾಯಿತು. ಈ ಸಂಬಂಧ ಗ್ರಾಪಂ ಅಧ್ಯಕ್ಷರು, ಸದಸ್ಯರು ಹಾಗೂ ಸಿಬ್ಬಂದಿ ಹಾಜರಿದ್ದರು. (296, 969, 716, 1046)
lead-photo (552, 230, 1044, 520)
road-body-text: ಹಲವು ವರ್ಷಗಳಿಂದ ಒತ್ತುವರಿಯಾಗಿದ್ದ ರಸ್ತೆ ತೆರವುಗೊಳಿಸಲು ಹೋರಾಟ ನಡೆಸಿದ ಗ್ರಾಮಸ್ಥರಿಗೆ ಜಯ ಸಿಕ್ಕಿದೆ. ತಾಲೂಕು ಆಡಳಿತ ಸ್ಥಳಕ್ಕೆ ಭೇಟಿ ನೀಡಿ ಸರ್ವೆ ನಡೆಸಿ ಒತ್ತುವರಿ ತೆರವುಗೊಳಿಸಿತು. ಗ್ರಾಮದ ರೈತರು ತಮ್ಮ ಜಮೀನುಗಳಿಗೆ ತೆರಳಲು ದಾರಿ ಇಲ್ಲದೆ ಪರದಾಡುತ್ತಿದ್ದರು. ಇದೀಗ ರಸ್ತೆ ನಿರ್ಮಾಣಕ್ಕೆ ಚಾಲನೆ ದೊರೆತಿದ್ದು ಗ್ರಾಮಸ್ಥರು ಸಂತಸ ವ್ಯಕ್ತಪಡಿಸಿದ್ದಾರೆ. ತಹಶೀಲ್ದಾರ್, ಕಂದಾಯ ನಿರೀಕ್ಷಕರು, ಗ್ರಾಮ ಲೆಕ್ಕಾಧಿಕಾರಿ ಹಾಗೂ ಪೊಲೀಸ್ ಸಿಬ್ಬಂದಿ ಹಾಜರಿದ್ದರು. (736, 1301, 1022, 1378)
resort-headline: ಅನಧಿಕೃತ ರೆಸಾರ್ಟ್‌ಗೆ ಗ್ರಾಪಂ ಬೀಗ (296, 680, 628, 715)
column-rule (724, 676, 725, 1164)
divider-accent (276, 1520, 466, 1532)
youth-kicker: ದೇವನಹಳ್ಳಿ ಕ್ಷೇತ್ರದ ಯೂತ್ ಕಾಂಗ್ರೆಸ್ ಪದಾಧಿಕಾರಿಗಳ ಸಭೆ (40, 1542, 465, 1568)
brief-text: ನಗರಸಭೆ ವ್ಯಾಪ್ತಿಯಲ್ಲಿ 2025–26 ನೇ ಸಾಲಿನ ಶೇ 24.10, ಶೇ 7.25, ಶೇ.5 ಹಾಗೂ ಶೇ.1ರಷ್ಟು ಪರಿಶಿಷ್ಟ ಜಾತಿ ಪರಿಶಿಷ್ಟ ವರ್ಗದ, ಹಿಂದುಳಿದ ವರ್ಗ ಹಾಗೂ ವಿಕಲಚೇತನರು ಮತ್ತು ಬಡಕುಟುಂಬದವರಿಗೆ ವಿವಿಧ ಯೋಜನೆಯಡಿಯಲ್ಲಿ ಸೌಲಭ್ಯ ಪಡೆಯಲು ಅರ್ಜಿ ಆಹ್ವಾನಿಸಲಾಗಿದೆ. ಆ.15ರೊಳಗೆ ಕಚೇರಿಗೆ ಸಲ್ಲಿಸಬೇಕು ಎಂದು ನಗರಸಭೆ ಪೌರಾಯುಕ್ತರು ತಿಳಿಸಿದ್ದಾರೆ. (40, 201, 274, 264)
person-figure (1088, 1674, 1140, 1790)
person-figure (962, 1676, 1012, 1790)
column-rule (672, 1538, 673, 1978)
person-figure (1082, 1362, 1104, 1444)
youth-dateline: ದೇವನಹಳ್ಳಿ: (51, 1627, 85, 1637)
person-head (804, 280, 840, 320)
side-box-title: ರೈತರು ಅವಕಾಶವನ್ನು ಕೈಚೆಲ್ಲಿದರು (1064, 401, 1225, 419)
page-number: ೧೦ (233, 40, 269, 78)
person-figure (1022, 1670, 1078, 1790)
brief-divider (40, 444, 274, 445)
registration-dots (830, 1990, 874, 2009)
person-figure (316, 844, 366, 964)
masthead-rule (40, 82, 1300, 83)
brief-divider (40, 930, 274, 931)
divider-accent (1100, 1520, 1130, 1532)
masthead-city: ಬೆಂಗಳೂರು (1206, 60, 1244, 71)
